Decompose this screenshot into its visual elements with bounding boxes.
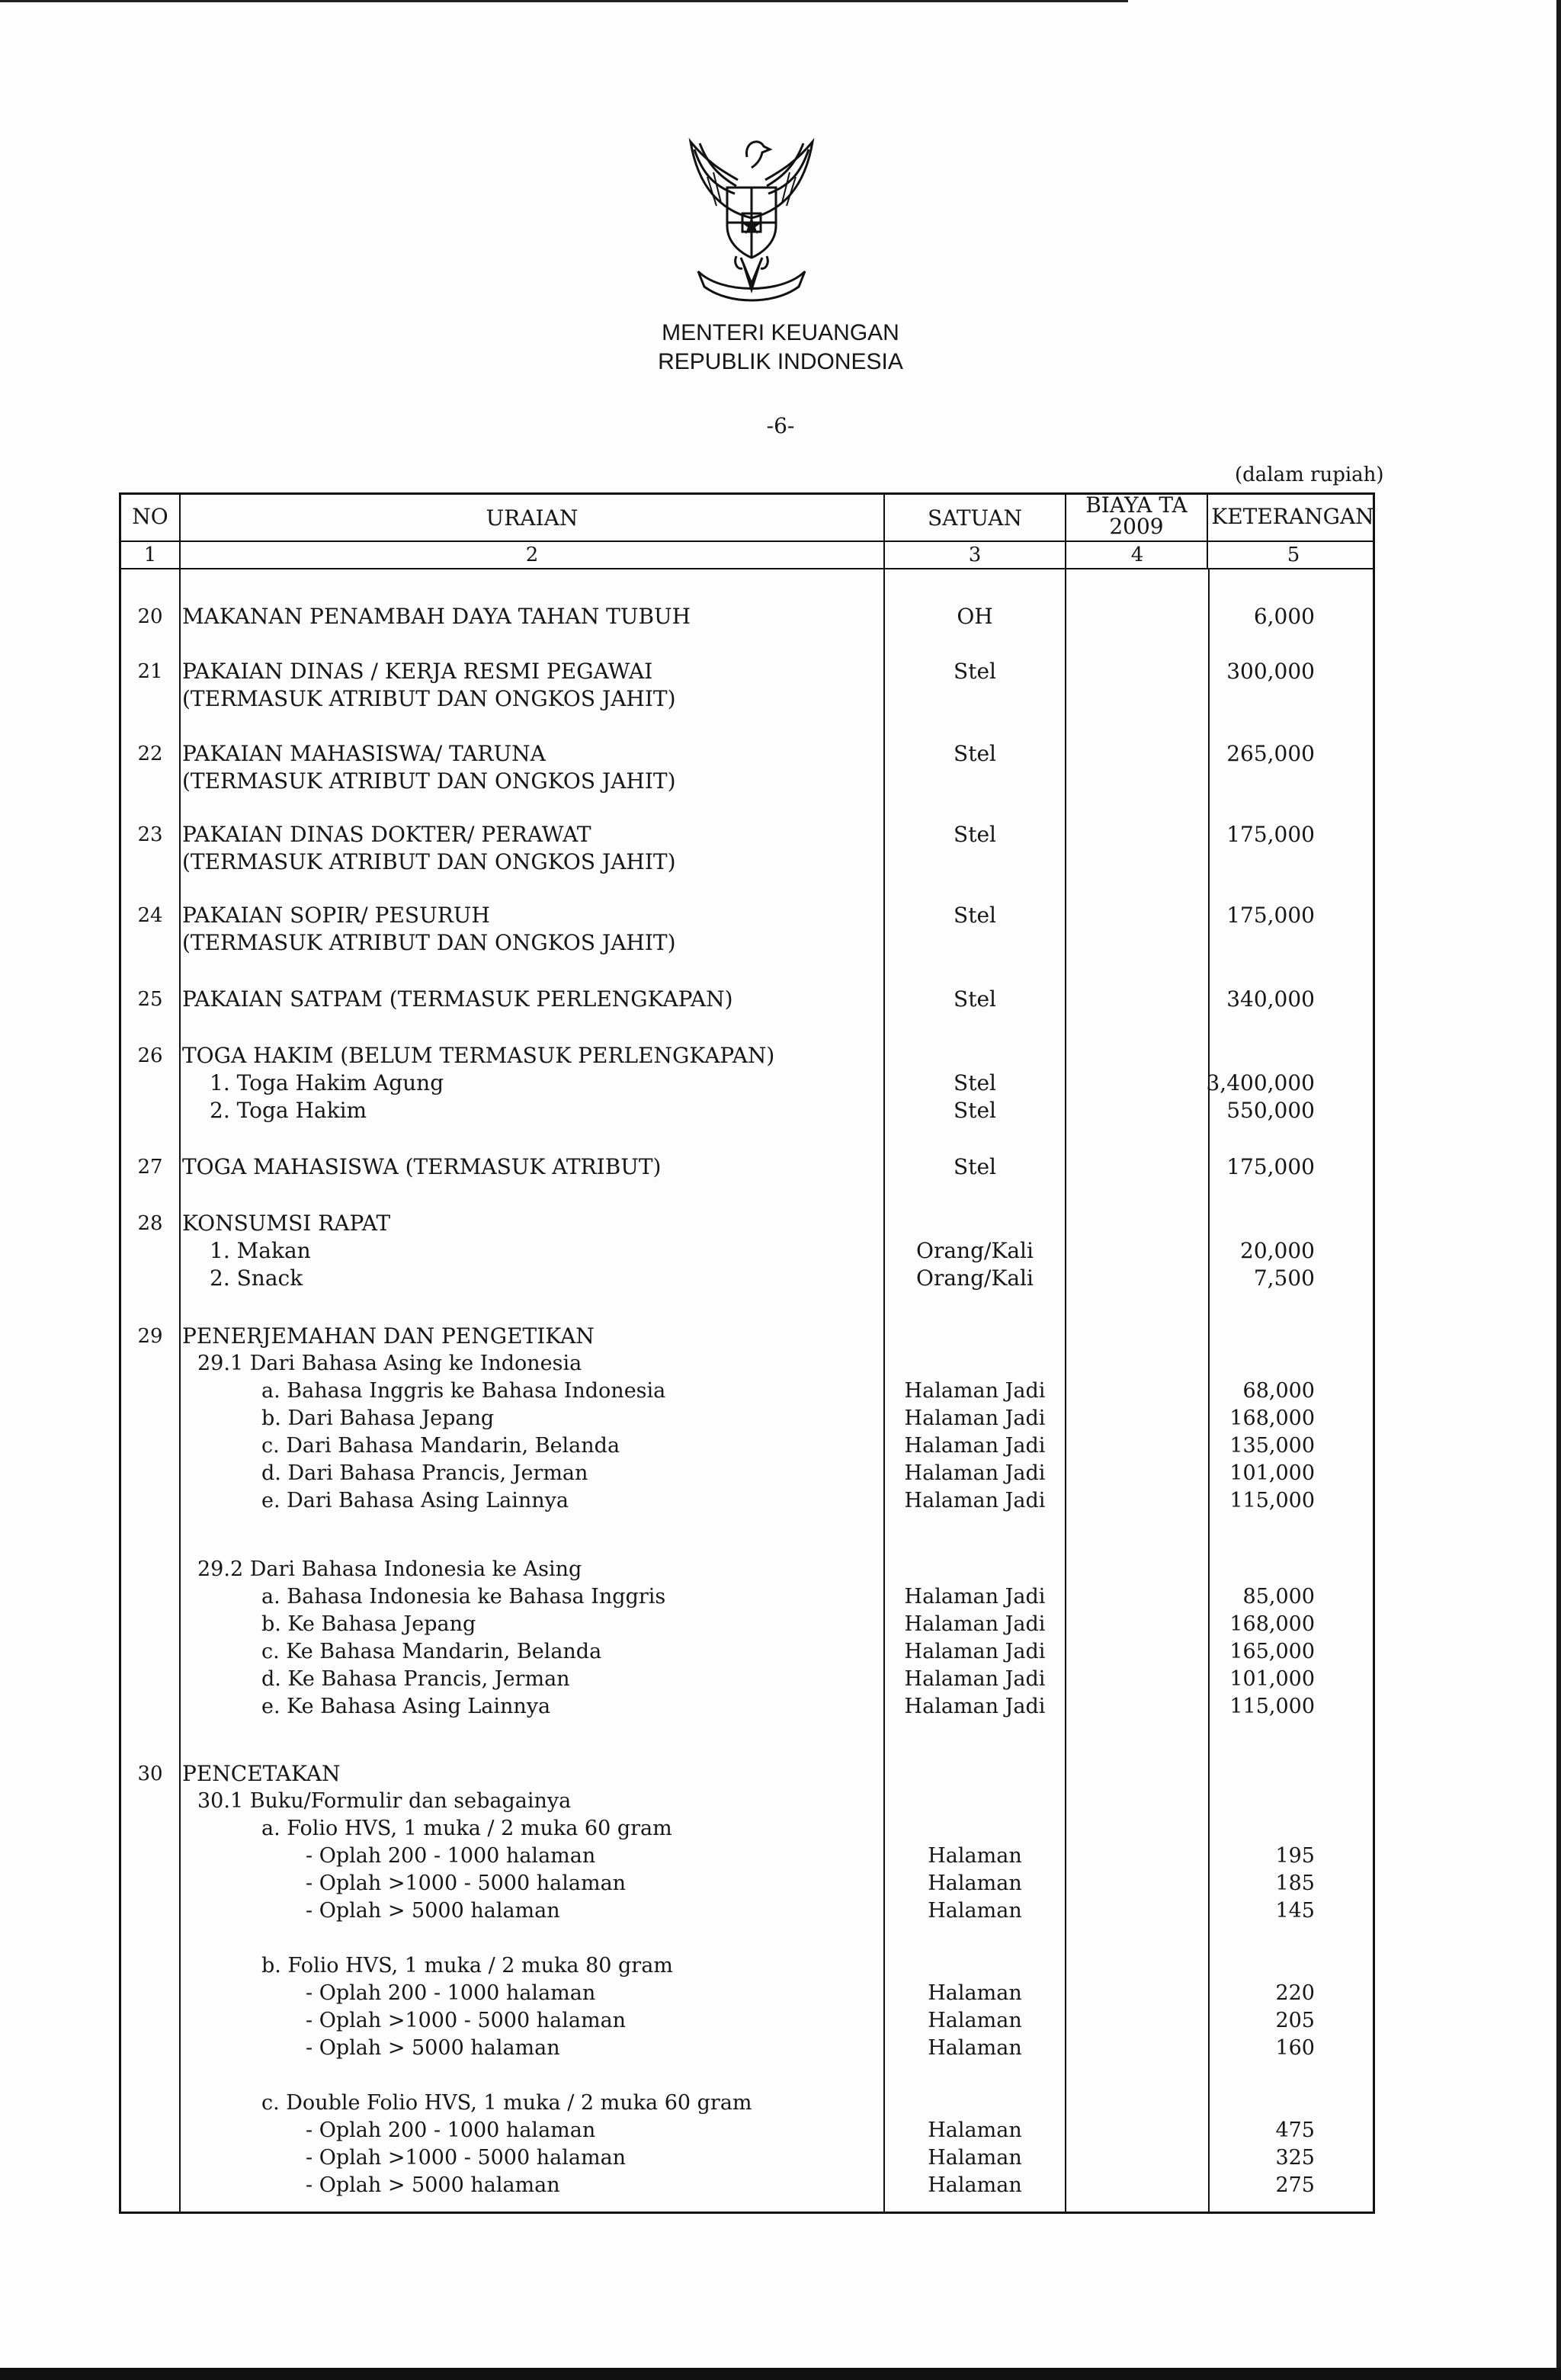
row-number: 20 — [137, 605, 163, 628]
row-unit: Stel — [954, 986, 996, 1012]
row-description: a. Folio HVS, 1 muka / 2 muka 60 gram — [261, 1817, 672, 1840]
row-unit: Orang/Kali — [916, 1238, 1034, 1263]
row-unit: Stel — [954, 1098, 996, 1123]
row-cost: 550,000 — [1226, 1098, 1315, 1123]
row-description: 1. Makan — [210, 1238, 311, 1263]
row-description: (TERMASUK ATRIBUT DAN ONGKOS JAHIT) — [182, 686, 676, 711]
row-unit: Halaman Jadi — [904, 1585, 1046, 1609]
row-description: - Oplah >1000 - 5000 halaman — [306, 2146, 627, 2170]
row-description: - Oplah >1000 - 5000 halaman — [306, 2009, 627, 2032]
row-cost: 160 — [1275, 2036, 1315, 2060]
row-description: 2. Toga Hakim — [210, 1098, 367, 1123]
row-number: 24 — [137, 904, 163, 927]
scan-border-top — [0, 0, 1128, 2]
header-no: NO — [132, 504, 168, 529]
row-unit: Halaman Jadi — [904, 1667, 1046, 1691]
row-number: 21 — [137, 660, 163, 683]
row-description: - Oplah > 5000 halaman — [306, 1899, 560, 1923]
row-unit: Stel — [954, 1154, 996, 1179]
row-cost: 265,000 — [1226, 741, 1315, 766]
header-biaya-line1: BIAYA TA — [1085, 492, 1188, 518]
row-description: d. Ke Bahasa Prancis, Jerman — [261, 1667, 570, 1691]
row-number: 23 — [137, 823, 163, 846]
row-unit: Stel — [954, 1070, 996, 1095]
row-cost: 205 — [1275, 2009, 1315, 2032]
row-unit: Halaman Jadi — [904, 1407, 1046, 1430]
row-cost: 175,000 — [1226, 822, 1315, 847]
header-biaya — [1066, 492, 1207, 539]
header-uraian: URAIAN — [486, 505, 579, 531]
row-cost: 175,000 — [1226, 903, 1315, 928]
row-description: 2. Snack — [210, 1265, 303, 1291]
row-unit: Halaman Jadi — [904, 1461, 1046, 1485]
row-unit: Orang/Kali — [916, 1265, 1034, 1291]
row-unit: Stel — [954, 903, 996, 928]
row-number: 22 — [137, 743, 163, 765]
row-unit: Halaman — [928, 1899, 1022, 1923]
row-cost: 195 — [1275, 1844, 1315, 1868]
row-description: a. Bahasa Inggris ke Bahasa Indonesia — [261, 1379, 666, 1403]
row-description: c. Dari Bahasa Mandarin, Belanda — [261, 1434, 620, 1458]
row-description: e. Dari Bahasa Asing Lainnya — [261, 1489, 569, 1512]
row-number: 26 — [137, 1044, 163, 1067]
row-cost: 475 — [1275, 2119, 1315, 2142]
row-cost: 3,400,000 — [1206, 1070, 1315, 1095]
row-unit: Halaman Jadi — [904, 1434, 1046, 1458]
row-unit: Stel — [954, 659, 996, 684]
row-cost: 101,000 — [1229, 1461, 1315, 1485]
scan-border-bottom — [0, 2368, 1561, 2380]
column-number: 2 — [525, 544, 539, 566]
row-description: - Oplah > 5000 halaman — [306, 2173, 560, 2197]
row-number: 25 — [137, 988, 163, 1011]
row-cost: 115,000 — [1229, 1695, 1315, 1718]
row-cost: 145 — [1275, 1899, 1315, 1923]
row-description: e. Ke Bahasa Asing Lainnya — [261, 1695, 551, 1718]
row-description: MAKANAN PENAMBAH DAYA TAHAN TUBUH — [182, 604, 691, 629]
header-keterangan: KETERANGAN — [1211, 504, 1374, 529]
row-cost: 325 — [1275, 2146, 1315, 2170]
header-divider — [121, 540, 1373, 542]
row-description: PAKAIAN SATPAM (TERMASUK PERLENGKAPAN) — [182, 986, 733, 1012]
row-unit: Halaman — [928, 1872, 1022, 1895]
row-cost: 68,000 — [1242, 1379, 1315, 1403]
row-unit: Halaman Jadi — [904, 1695, 1046, 1718]
row-description: d. Dari Bahasa Prancis, Jerman — [261, 1461, 588, 1485]
row-cost: 101,000 — [1229, 1667, 1315, 1691]
row-cost: 115,000 — [1229, 1489, 1315, 1512]
row-description: - Oplah > 5000 halaman — [306, 2036, 560, 2060]
row-description: PAKAIAN MAHASISWA/ TARUNA — [182, 741, 546, 766]
row-description: 1. Toga Hakim Agung — [210, 1070, 444, 1095]
row-description: - Oplah 200 - 1000 halaman — [306, 2119, 596, 2142]
row-description: PAKAIAN SOPIR/ PESURUH — [182, 903, 490, 928]
row-description: a. Bahasa Indonesia ke Bahasa Inggris — [261, 1585, 666, 1609]
row-cost: 168,000 — [1229, 1407, 1315, 1430]
garuda-emblem-icon — [668, 127, 835, 326]
row-unit: Halaman Jadi — [904, 1379, 1046, 1403]
row-description: c. Double Folio HVS, 1 muka / 2 muka 60 gram — [261, 2091, 752, 2115]
row-description: PENERJEMAHAN DAN PENGETIKAN — [182, 1323, 595, 1349]
page-number: -6- — [766, 413, 795, 438]
row-unit: Halaman Jadi — [904, 1640, 1046, 1663]
row-unit: Halaman — [928, 1981, 1022, 2005]
row-cost: 275 — [1275, 2173, 1315, 2197]
row-description: b. Ke Bahasa Jepang — [261, 1612, 476, 1636]
row-unit: Halaman — [928, 2146, 1022, 2170]
row-cost: 185 — [1275, 1872, 1315, 1895]
row-description: 29.1 Dari Bahasa Asing ke Indonesia — [197, 1352, 582, 1375]
row-description: 29.2 Dari Bahasa Indonesia ke Asing — [197, 1557, 582, 1581]
row-cost: 85,000 — [1242, 1585, 1315, 1609]
row-number: 28 — [137, 1212, 163, 1235]
ministry-title: MENTERI KEUANGAN — [662, 320, 899, 345]
column-number: 4 — [1130, 544, 1144, 566]
column-number: 5 — [1287, 544, 1300, 566]
row-cost: 7,500 — [1253, 1265, 1315, 1291]
row-description: TOGA HAKIM (BELUM TERMASUK PERLENGKAPAN) — [182, 1043, 775, 1068]
row-cost: 6,000 — [1253, 604, 1315, 629]
row-unit: Halaman — [928, 2009, 1022, 2032]
row-number: 27 — [137, 1156, 163, 1179]
cost-standard-table — [119, 492, 1375, 2214]
row-cost: 340,000 — [1226, 986, 1315, 1012]
row-unit: Halaman — [928, 2119, 1022, 2142]
header-satuan: SATUAN — [927, 505, 1022, 531]
row-description: b. Folio HVS, 1 muka / 2 muka 80 gram — [261, 1954, 673, 1977]
row-cost: 135,000 — [1229, 1434, 1315, 1458]
row-description: PAKAIAN DINAS / KERJA RESMI PEGAWAI — [182, 659, 653, 684]
row-description: - Oplah 200 - 1000 halaman — [306, 1844, 596, 1868]
row-description: PENCETAKAN — [182, 1761, 341, 1786]
row-unit: Stel — [954, 741, 996, 766]
row-cost: 300,000 — [1226, 659, 1315, 684]
row-cost: 20,000 — [1240, 1238, 1315, 1263]
column-number: 3 — [968, 544, 982, 566]
row-description: TOGA MAHASISWA (TERMASUK ATRIBUT) — [182, 1154, 662, 1179]
column-divider — [179, 495, 181, 2212]
row-description: PAKAIAN DINAS DOKTER/ PERAWAT — [182, 822, 591, 847]
row-description: KONSUMSI RAPAT — [182, 1211, 391, 1236]
row-unit: Stel — [954, 822, 996, 847]
ministry-subtitle: REPUBLIK INDONESIA — [658, 349, 903, 374]
row-description: 30.1 Buku/Formulir dan sebagainya — [197, 1789, 572, 1813]
row-description: - Oplah >1000 - 5000 halaman — [306, 1872, 627, 1895]
currency-unit-note: (dalam rupiah) — [1235, 463, 1384, 486]
row-cost: 175,000 — [1226, 1154, 1315, 1179]
row-description: (TERMASUK ATRIBUT DAN ONGKOS JAHIT) — [182, 849, 676, 874]
column-number: 1 — [143, 544, 157, 566]
row-number: 30 — [137, 1763, 163, 1785]
row-unit: OH — [957, 604, 993, 629]
row-cost: 168,000 — [1229, 1612, 1315, 1636]
row-cost: 220 — [1275, 1981, 1315, 2005]
row-description: c. Ke Bahasa Mandarin, Belanda — [261, 1640, 602, 1663]
row-unit: Halaman Jadi — [904, 1489, 1046, 1512]
row-unit: Halaman — [928, 2036, 1022, 2060]
row-unit: Halaman Jadi — [904, 1612, 1046, 1636]
row-cost: 165,000 — [1229, 1640, 1315, 1663]
header-divider — [121, 568, 1373, 569]
row-number: 29 — [137, 1325, 163, 1348]
row-description: (TERMASUK ATRIBUT DAN ONGKOS JAHIT) — [182, 768, 676, 794]
row-unit: Halaman — [928, 2173, 1022, 2197]
row-description: b. Dari Bahasa Jepang — [261, 1407, 495, 1430]
row-description: - Oplah 200 - 1000 halaman — [306, 1981, 596, 2005]
header-biaya-line2: 2009 — [1109, 514, 1164, 539]
row-description: (TERMASUK ATRIBUT DAN ONGKOS JAHIT) — [182, 930, 676, 955]
row-unit: Halaman — [928, 1844, 1022, 1868]
